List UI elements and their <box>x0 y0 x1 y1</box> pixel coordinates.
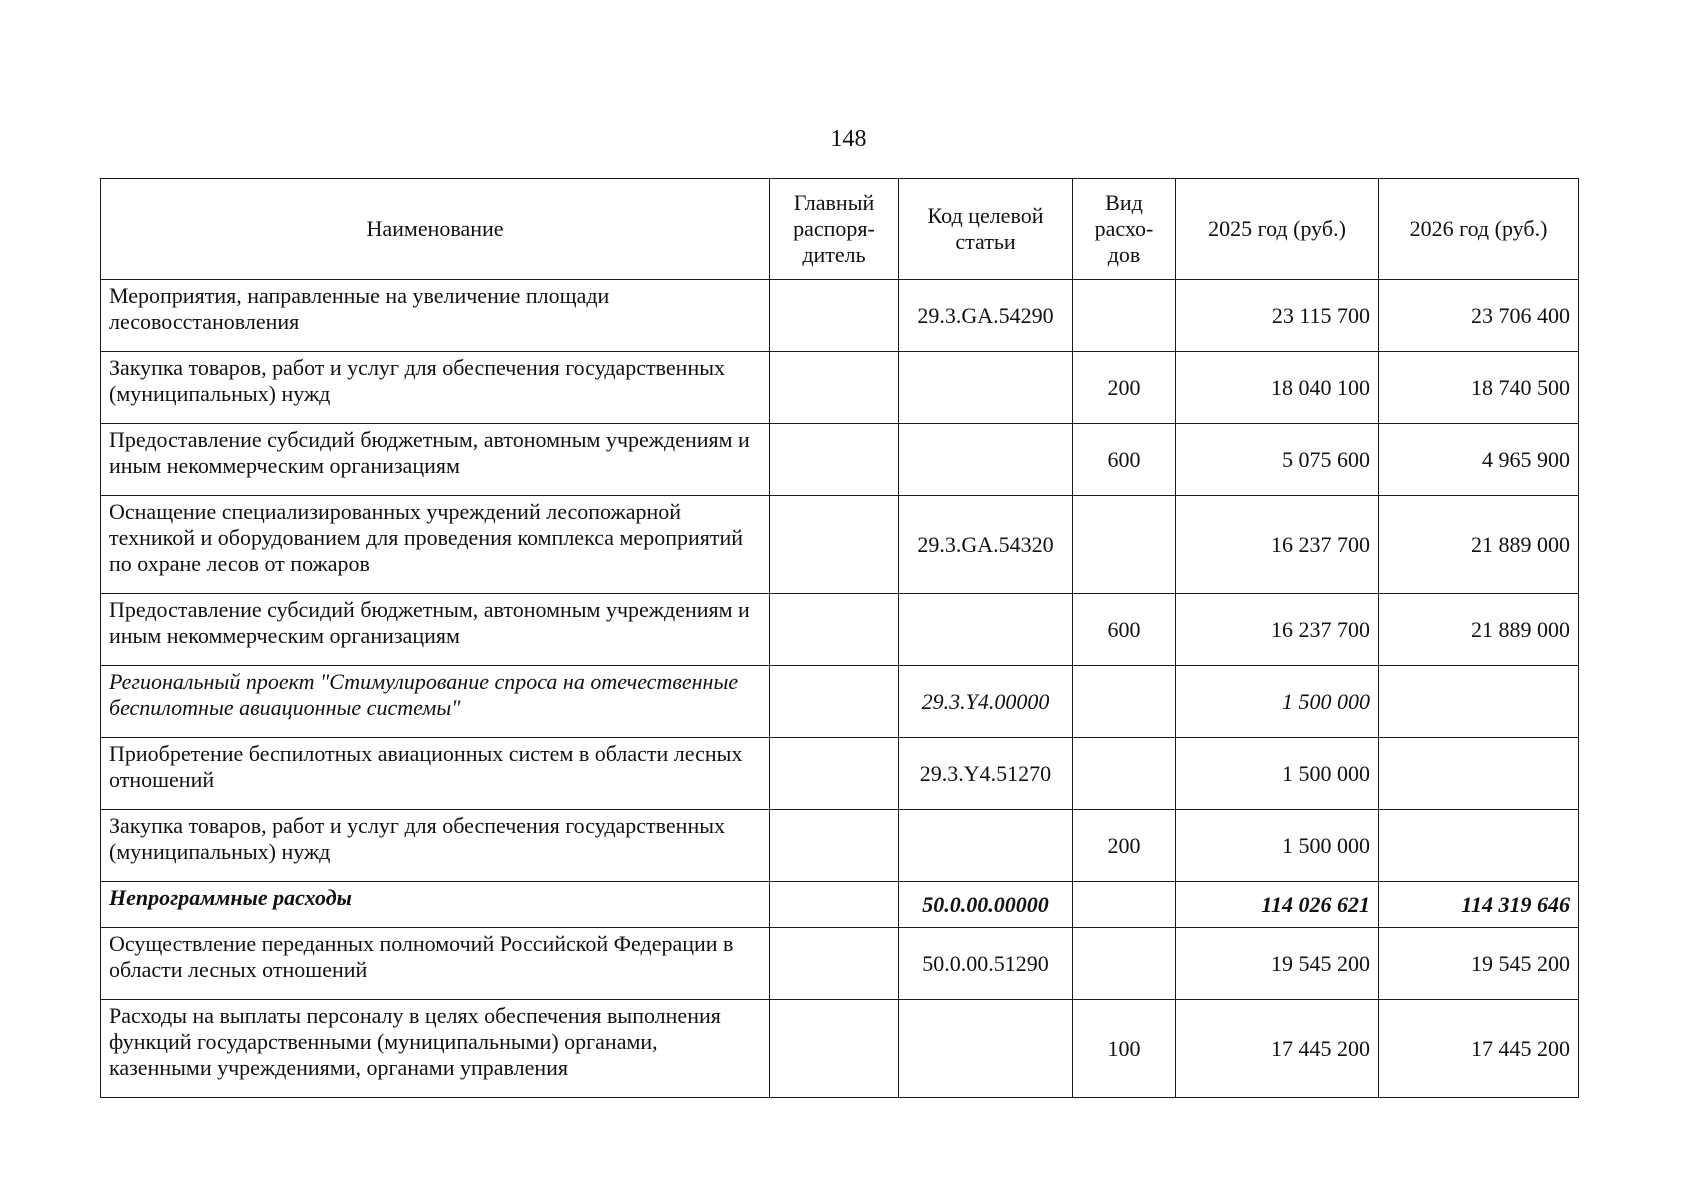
row-2026 <box>1379 666 1579 738</box>
row-kind <box>1073 280 1176 352</box>
row-ministry <box>770 594 899 666</box>
row-kind: 600 <box>1073 424 1176 496</box>
row-2025: 18 040 100 <box>1176 352 1379 424</box>
row-2026: 17 445 200 <box>1379 1000 1579 1098</box>
table-row <box>101 738 1579 810</box>
row-kind: 600 <box>1073 594 1176 666</box>
table-row <box>101 424 1579 496</box>
row-ministry <box>770 424 899 496</box>
row-name: Предоставление субсидий бюджетным, автономным учреждениям и иным некоммерческим организациям <box>101 424 770 496</box>
row-name: Закупка товаров, работ и услуг для обеспечения государственных (муниципальных) нужд <box>101 352 770 424</box>
row-ministry <box>770 666 899 738</box>
row-2026: 18 740 500 <box>1379 352 1579 424</box>
row-code <box>899 424 1073 496</box>
row-ministry <box>770 1000 899 1098</box>
row-ministry <box>770 928 899 1000</box>
header-code: Код целевой статьи <box>899 179 1073 280</box>
row-name: Оснащение специализированных учреждений лесопожарной техникой и оборудованием для проведения комплекса мероприятий по охране лесов от пожаров <box>101 496 770 594</box>
row-2026 <box>1379 738 1579 810</box>
row-2025: 16 237 700 <box>1176 594 1379 666</box>
row-2025: 16 237 700 <box>1176 496 1379 594</box>
row-2026: 4 965 900 <box>1379 424 1579 496</box>
row-code: 50.0.00.51290 <box>899 928 1073 1000</box>
row-2026 <box>1379 810 1579 882</box>
row-2025: 5 075 600 <box>1176 424 1379 496</box>
table-row <box>101 280 1579 352</box>
row-kind: 100 <box>1073 1000 1176 1098</box>
row-name: Приобретение беспилотных авиационных систем в области лесных отношений <box>101 738 770 810</box>
row-2026: 23 706 400 <box>1379 280 1579 352</box>
header-2025: 2025 год (руб.) <box>1176 179 1379 280</box>
row-name: Расходы на выплаты персоналу в целях обеспечения выполнения функций государственными (муниципальными) органами, казенными учреждениями, органами управления <box>101 1000 770 1098</box>
row-2025: 1 500 000 <box>1176 666 1379 738</box>
row-ministry <box>770 352 899 424</box>
row-kind <box>1073 882 1176 928</box>
row-2025: 1 500 000 <box>1176 810 1379 882</box>
table-row <box>101 496 1579 594</box>
row-code <box>899 352 1073 424</box>
table-row <box>101 666 1579 738</box>
row-name: Непрограммные расходы <box>101 882 770 928</box>
page-number: 148 <box>830 126 867 152</box>
row-name: Региональный проект "Стимулирование спроса на отечественные беспилотные авиационные системы" <box>101 666 770 738</box>
row-code: 29.3.Y4.51270 <box>899 738 1073 810</box>
header-name: Наименование <box>101 179 770 280</box>
row-kind <box>1073 666 1176 738</box>
row-2026: 114 319 646 <box>1379 882 1579 928</box>
table-row <box>101 882 1579 928</box>
table-row <box>101 810 1579 882</box>
table-row <box>101 594 1579 666</box>
row-kind: 200 <box>1073 352 1176 424</box>
row-ministry <box>770 882 899 928</box>
row-ministry <box>770 810 899 882</box>
row-2025: 23 115 700 <box>1176 280 1379 352</box>
row-code: 29.3.Y4.00000 <box>899 666 1073 738</box>
table-row <box>101 928 1579 1000</box>
header-kind: Вид расхо-дов <box>1073 179 1176 280</box>
row-name: Мероприятия, направленные на увеличение площади лесовосстановления <box>101 280 770 352</box>
row-kind <box>1073 496 1176 594</box>
row-2026: 21 889 000 <box>1379 594 1579 666</box>
row-ministry <box>770 280 899 352</box>
row-name: Закупка товаров, работ и услуг для обеспечения государственных (муниципальных) нужд <box>101 810 770 882</box>
table-row <box>101 352 1579 424</box>
row-2025: 114 026 621 <box>1176 882 1379 928</box>
row-code <box>899 810 1073 882</box>
row-name: Предоставление субсидий бюджетным, автономным учреждениям и иным некоммерческим организациям <box>101 594 770 666</box>
row-ministry <box>770 738 899 810</box>
row-code <box>899 1000 1073 1098</box>
header-2026: 2026 год (руб.) <box>1379 179 1579 280</box>
row-kind <box>1073 928 1176 1000</box>
row-2025: 19 545 200 <box>1176 928 1379 1000</box>
row-ministry <box>770 496 899 594</box>
table-row <box>101 1000 1579 1098</box>
row-2025: 1 500 000 <box>1176 738 1379 810</box>
row-kind <box>1073 738 1176 810</box>
row-name: Осуществление переданных полномочий Российской Федерации в области лесных отношений <box>101 928 770 1000</box>
row-code: 50.0.00.00000 <box>899 882 1073 928</box>
budget-table <box>100 178 1579 1098</box>
header-row <box>101 179 1579 280</box>
row-kind: 200 <box>1073 810 1176 882</box>
header-ministry: Главный распоря-дитель <box>770 179 899 280</box>
row-code: 29.3.GA.54320 <box>899 496 1073 594</box>
row-2025: 17 445 200 <box>1176 1000 1379 1098</box>
row-code: 29.3.GA.54290 <box>899 280 1073 352</box>
row-2026: 21 889 000 <box>1379 496 1579 594</box>
row-code <box>899 594 1073 666</box>
row-2026: 19 545 200 <box>1379 928 1579 1000</box>
